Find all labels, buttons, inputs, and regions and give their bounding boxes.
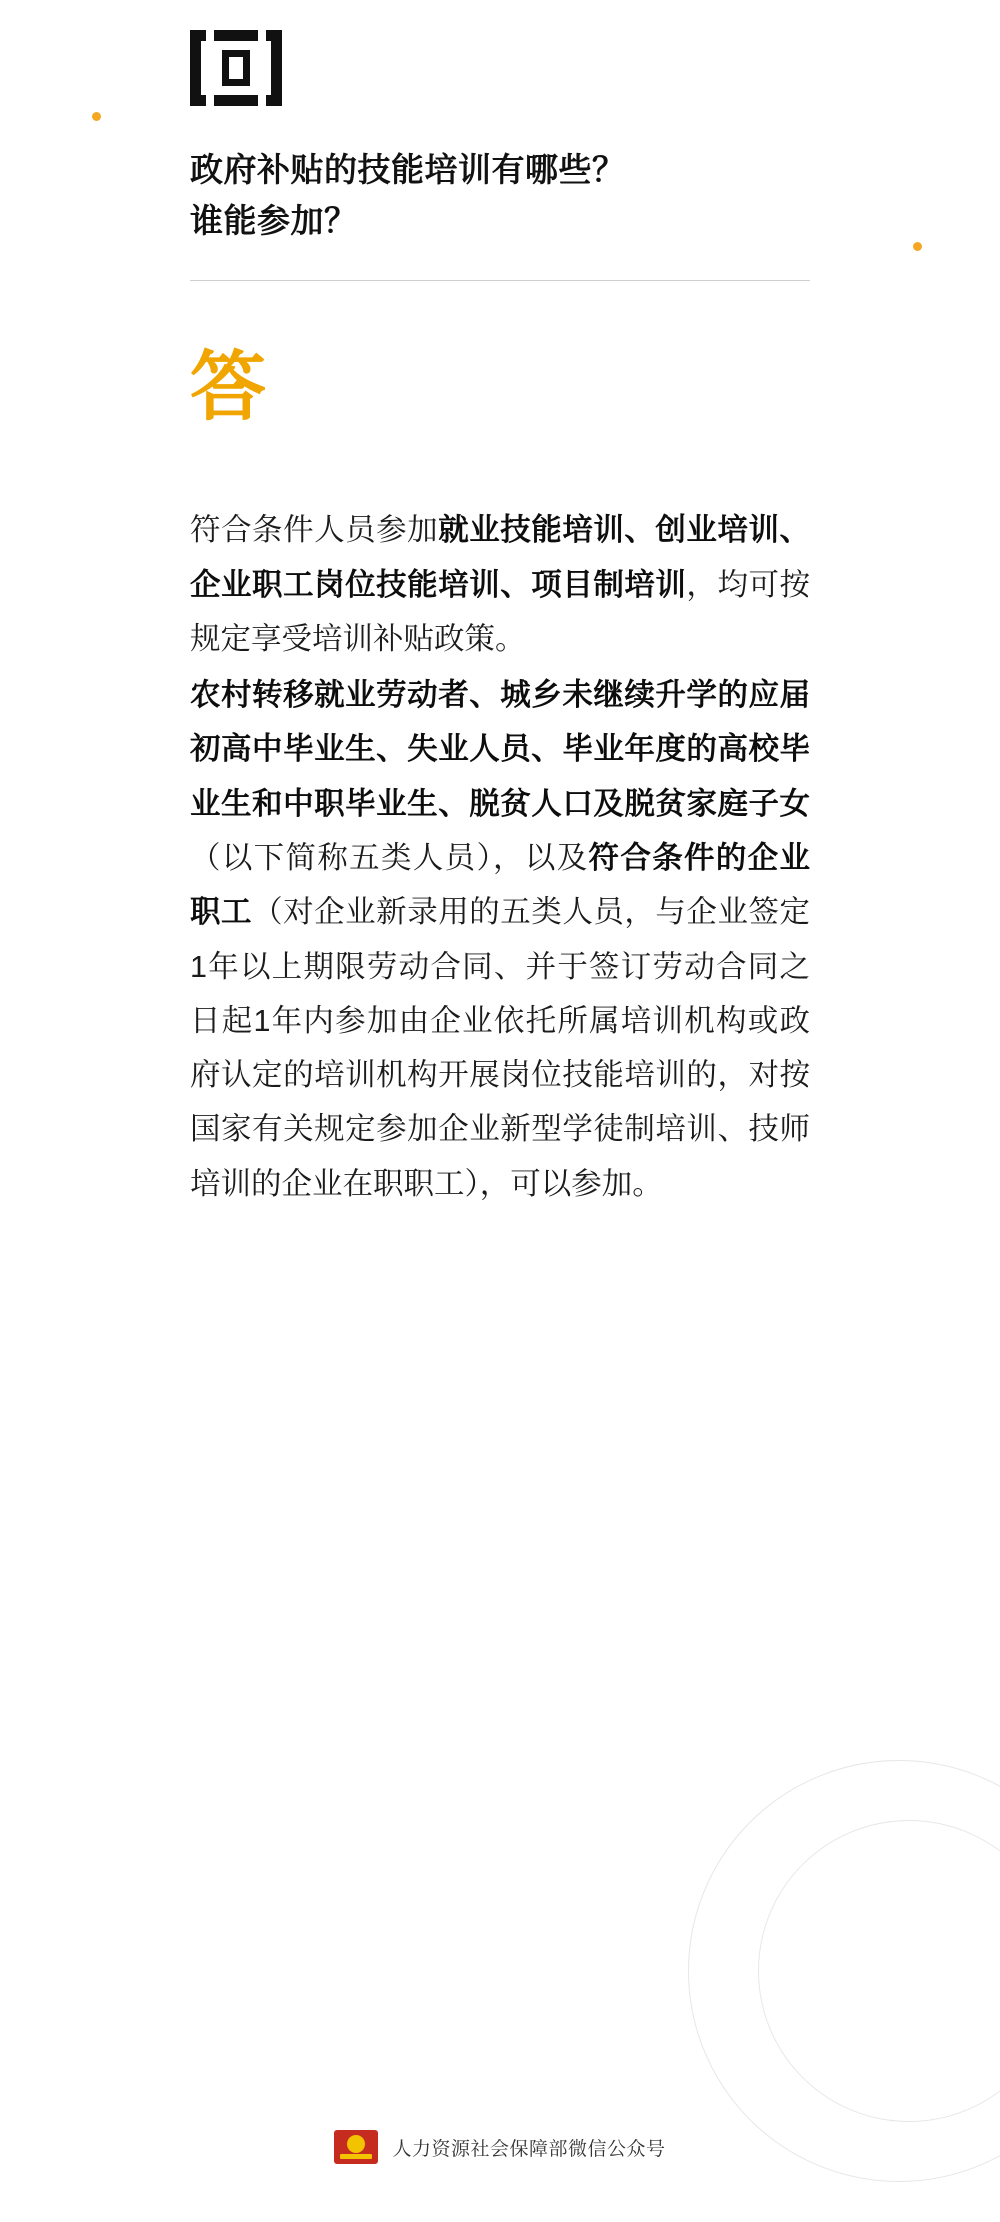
emphasis-text: 符合条件的企业职工 [190, 840, 811, 930]
question-mark-box-icon [190, 30, 282, 106]
poster-page [0, 30, 1000, 2222]
question-line: 谁能参加？ [190, 202, 358, 240]
body-text: ，均可按规定享受培训补贴政策。 [190, 567, 811, 656]
answer-paragraph [190, 503, 810, 666]
body-text: （对企业新录用的五类人员，与企业签定1年以上期限劳动合同、并于签订劳动合同之日起1年内参加由企业依托所属培训机构或政府认定的培训机构开展岗位技能培训的，对按国家有关规定参加企业新型学徒制培训、技师培训的企业在职职工），可以参加。 [190, 895, 811, 1201]
answer-body [190, 503, 810, 1211]
emphasis-text: 农村转移就业劳动者、城乡未继续升学的应届初高中毕业生、失业人员、毕业年度的高校毕业生和中职毕业生、脱贫人口及脱贫家庭子女 [190, 678, 810, 821]
footer [0, 2130, 1000, 2164]
ministry-emblem-icon [334, 2130, 378, 2164]
question-title [190, 144, 810, 246]
body-text: 符合条件人员参加 [190, 513, 439, 548]
emphasis-text: 就业技能培训、创业培训、企业职工岗位技能培训、项目制培训 [190, 513, 811, 602]
section-divider [190, 280, 810, 281]
content-column [0, 30, 1000, 1211]
answer-mark-label: 答 [190, 342, 268, 432]
footer-label: 人力资源社会保障部微信公众号 [392, 2138, 666, 2160]
body-text: （以下简称五类人员），以及 [190, 840, 589, 875]
question-line: 政府补贴的技能培训有哪些？ [190, 151, 626, 188]
answer-paragraph [190, 668, 810, 1211]
